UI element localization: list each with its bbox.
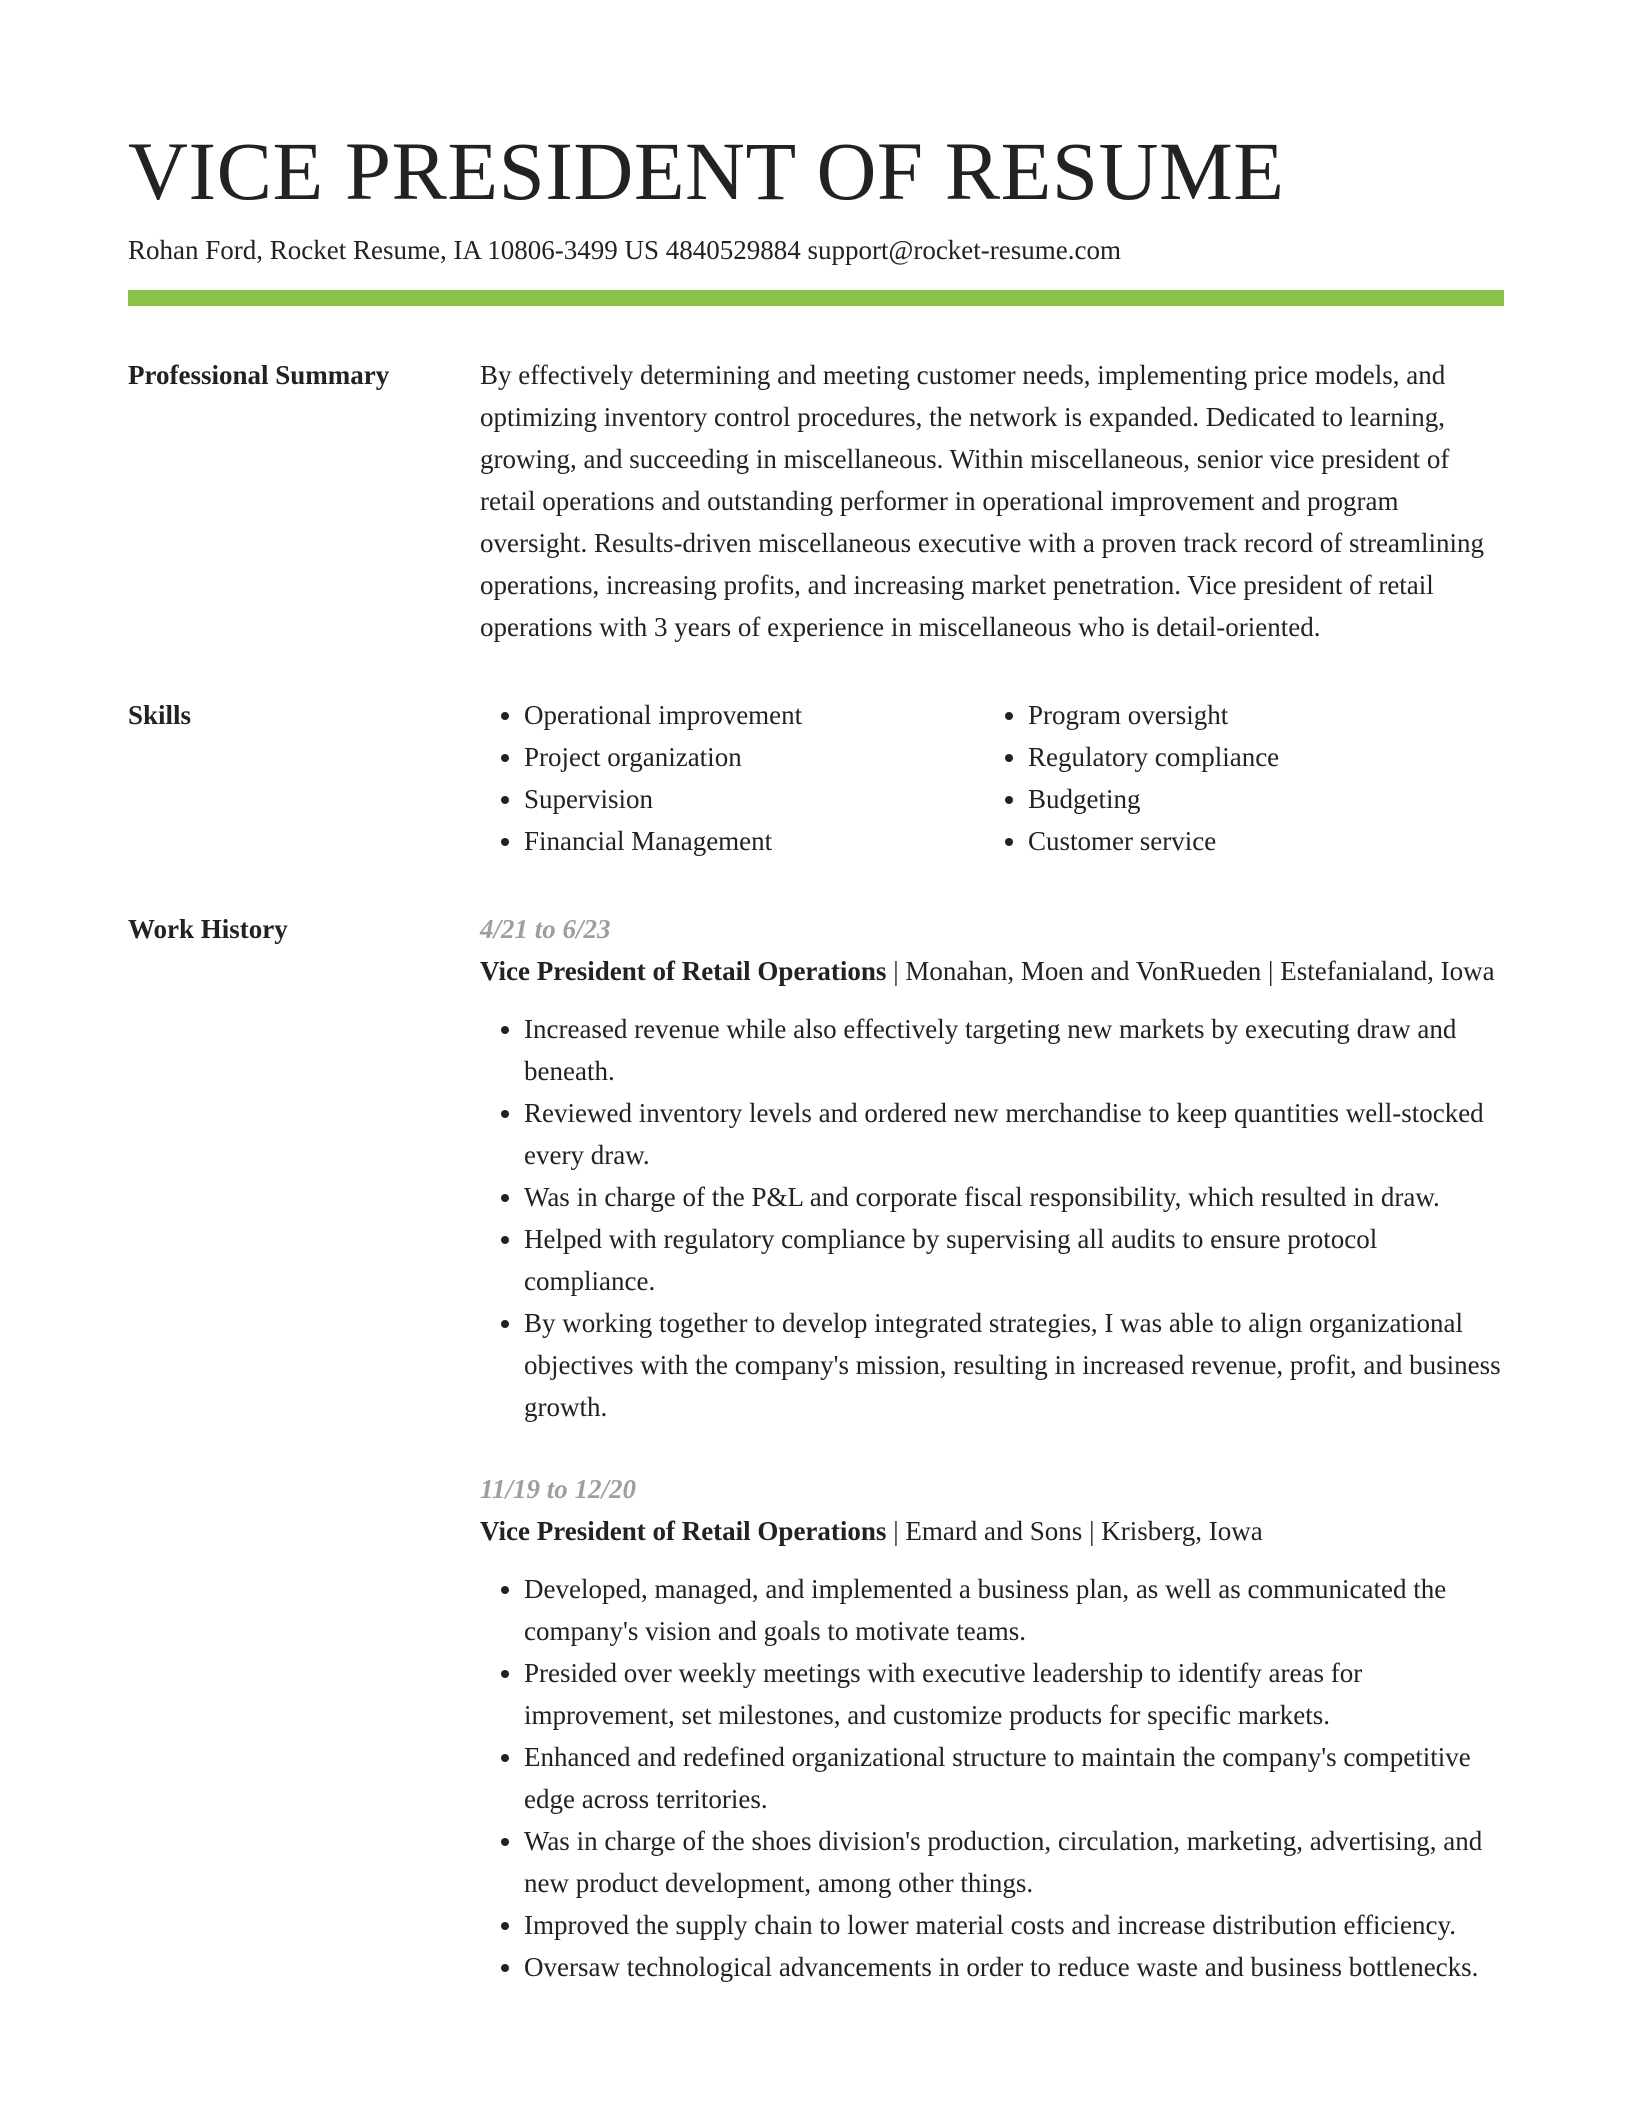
duty-item: • By working together to develop integrated strategies, I was able to align organizational objectives with the company's mission, resulting in increased revenue, profit, and business growth. <box>524 1302 1504 1428</box>
work-history-section <box>128 908 1504 1988</box>
duty-item: • Was in charge of the P&L and corporate fiscal responsibility, which resulted in draw. <box>524 1176 1504 1218</box>
skill-item: • Supervision <box>524 778 984 820</box>
job-title: Vice President of Retail Operations <box>480 1516 887 1546</box>
summary-text: By effectively determining and meeting customer needs, implementing price models, and optimizing inventory control procedures, the network is expanded. Dedicated to learning, growing, and succeeding in miscellaneous. Within miscellaneous, senior vice president of retail operations and outstanding performer in operational improvement and program oversight. Results-driven miscellaneous executive with a proven track record of streamlining operations, increasing profits, and increasing market penetration. Vice president of retail operations with 3 years of experience in miscellaneous who is detail-oriented. <box>480 360 1484 642</box>
skill-item: • Program oversight <box>1028 694 1488 736</box>
skill-item: • Regulatory compliance <box>1028 736 1488 778</box>
job-title: Vice President of Retail Operations <box>480 956 887 986</box>
duty-item: • Helped with regulatory compliance by supervising all audits to ensure protocol compliance. <box>524 1218 1504 1302</box>
skills-section <box>128 694 1504 862</box>
skills-heading: Skills <box>128 700 192 730</box>
summary-section <box>128 354 1504 648</box>
job-entry <box>480 908 1504 1428</box>
job-entry <box>480 1468 1504 1988</box>
page-title: VICE PRESIDENT OF RESUME <box>128 125 1285 217</box>
duty-item: • Developed, managed, and implemented a business plan, as well as communicated the company's vision and goals to motivate teams. <box>524 1568 1504 1652</box>
skills-list-right <box>984 694 1488 862</box>
duty-item: • Reviewed inventory levels and ordered new merchandise to keep quantities well-stocked every draw. <box>524 1092 1504 1176</box>
duty-item: • Was in charge of the shoes division's production, circulation, marketing, advertising, and new product development, among other things. <box>524 1820 1504 1904</box>
skill-item: • Operational improvement <box>524 694 984 736</box>
job-dates: 11/19 to 12/20 <box>480 1474 637 1504</box>
duty-item: • Oversaw technological advancements in order to reduce waste and business bottlenecks. <box>524 1946 1504 1988</box>
job-dates: 4/21 to 6/23 <box>480 914 611 944</box>
duty-item: • Improved the supply chain to lower material costs and increase distribution efficiency. <box>524 1904 1504 1946</box>
job-duties-list <box>480 1568 1504 1988</box>
duty-item: • Enhanced and redefined organizational structure to maintain the company's competitive edge across territories. <box>524 1736 1504 1820</box>
job-employer-location: | Emard and Sons | Krisberg, Iowa <box>886 1516 1263 1546</box>
skill-item: • Project organization <box>524 736 984 778</box>
skill-item: • Customer service <box>1028 820 1488 862</box>
job-title-line <box>480 950 1504 992</box>
job-employer-location: | Monahan, Moen and VonRueden | Estefanialand, Iowa <box>886 956 1495 986</box>
summary-heading: Professional Summary <box>128 360 390 390</box>
job-title-line <box>480 1510 1504 1552</box>
work-history-heading: Work History <box>128 914 288 944</box>
skill-item: • Budgeting <box>1028 778 1488 820</box>
duty-item: • Presided over weekly meetings with executive leadership to identify areas for improvement, set milestones, and customize products for specific markets. <box>524 1652 1504 1736</box>
skill-item: • Financial Management <box>524 820 984 862</box>
job-duties-list <box>480 1008 1504 1428</box>
header-divider <box>128 290 1504 306</box>
contact-line: Rohan Ford, Rocket Resume, IA 10806-3499 US 4840529884 support@rocket-resume.com <box>128 235 1121 265</box>
duty-item: • Increased revenue while also effectively targeting new markets by executing draw and beneath. <box>524 1008 1504 1092</box>
resume-page <box>128 0 1504 1988</box>
skills-list-left <box>480 694 984 862</box>
